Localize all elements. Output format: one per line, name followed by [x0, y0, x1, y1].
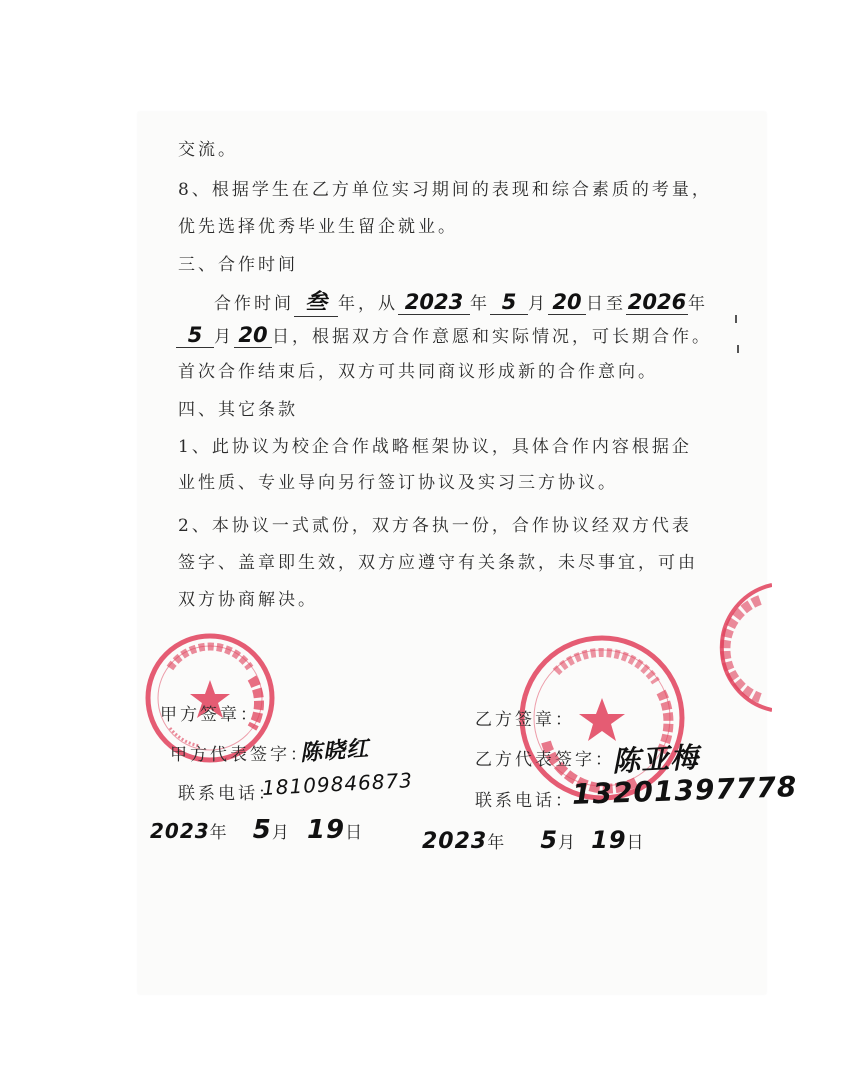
- date-unit: 年: [487, 833, 508, 853]
- text-fragment: 日，根据双方合作意愿和实际情况，可长期合作。: [272, 327, 712, 347]
- text-line: 双方协商解决。: [178, 590, 318, 610]
- text-fragment: 月: [528, 294, 548, 314]
- text-line: 2、本协议一式贰份，双方各执一份，合作协议经双方代表: [178, 516, 692, 536]
- text-fragment: 年: [470, 294, 490, 314]
- start-day-blank: 20: [548, 290, 586, 315]
- text-line: 8、根据学生在乙方单位实习期间的表现和综合素质的考量，: [178, 180, 712, 200]
- start-year-blank: 2023: [398, 290, 470, 315]
- text-fragment: 日至: [586, 294, 626, 314]
- start-month-blank: 5: [490, 290, 528, 315]
- party-b-signature: 陈亚梅: [611, 740, 700, 779]
- end-month-blank: 5: [176, 323, 214, 348]
- party-a-date-year: 2023: [150, 819, 210, 843]
- text-fragment: 年，从: [338, 294, 398, 314]
- party-a-rep-label: 甲方代表签字：: [170, 745, 310, 765]
- cooperation-period-line: [214, 285, 708, 317]
- text-fragment: 合作时间: [214, 294, 294, 314]
- date-unit: 日: [626, 833, 647, 853]
- scan-mark: [735, 315, 737, 323]
- party-a-date-day: 19: [306, 815, 346, 845]
- section-heading: 四、其它条款: [178, 400, 298, 420]
- party-a-date-month: 5: [252, 815, 272, 845]
- text-line: 业性质、专业导向另行签订协议及实习三方协议。: [178, 473, 618, 493]
- text-fragment: 年: [688, 294, 708, 314]
- party-a-signature: 陈晓红: [299, 736, 370, 767]
- party-b-date-year: 2023: [422, 829, 488, 854]
- party-a-phone-label: 联系电话：: [178, 784, 278, 804]
- party-b-date: [422, 826, 647, 854]
- date-unit: 年: [209, 823, 230, 843]
- party-b-date-month: 5: [540, 826, 559, 854]
- text-line: 优先选择优秀毕业生留企就业。: [178, 217, 458, 237]
- party-b-date-day: 19: [591, 826, 627, 854]
- party-b-phone-value: 13201397778: [571, 770, 798, 811]
- date-unit: 月: [558, 833, 579, 853]
- party-a-phone-value: 18109846873: [261, 768, 414, 800]
- text-line: 1、此协议为校企合作战略框架协议，具体合作内容根据企: [178, 437, 692, 457]
- cooperation-period-line-2: [176, 322, 712, 348]
- end-year-blank: 2026: [627, 290, 687, 314]
- party-a-date: [150, 815, 365, 845]
- date-unit: 日: [345, 823, 366, 843]
- party-b-seal-label: 乙方签章：: [475, 710, 575, 730]
- party-b-phone-label: 联系电话：: [475, 791, 575, 811]
- text-line: 首次合作结束后，双方可共同商议形成新的合作意向。: [178, 362, 658, 382]
- party-b-rep-label: 乙方代表签字：: [475, 750, 615, 770]
- text-fragment: 月: [214, 327, 234, 347]
- scan-mark: [737, 345, 739, 353]
- end-day-blank: 20: [234, 323, 272, 348]
- party-a-seal-label: 甲方签章：: [160, 705, 260, 725]
- text-line: 交流。: [178, 140, 238, 160]
- partial-seal-icon: [712, 580, 772, 715]
- section-heading: 三、合作时间: [178, 255, 298, 275]
- years-blank: 叁: [294, 285, 338, 317]
- text-line: 签字、盖章即生效，双方应遵守有关条款，未尽事宜，可由: [178, 553, 698, 573]
- date-unit: 月: [271, 823, 292, 843]
